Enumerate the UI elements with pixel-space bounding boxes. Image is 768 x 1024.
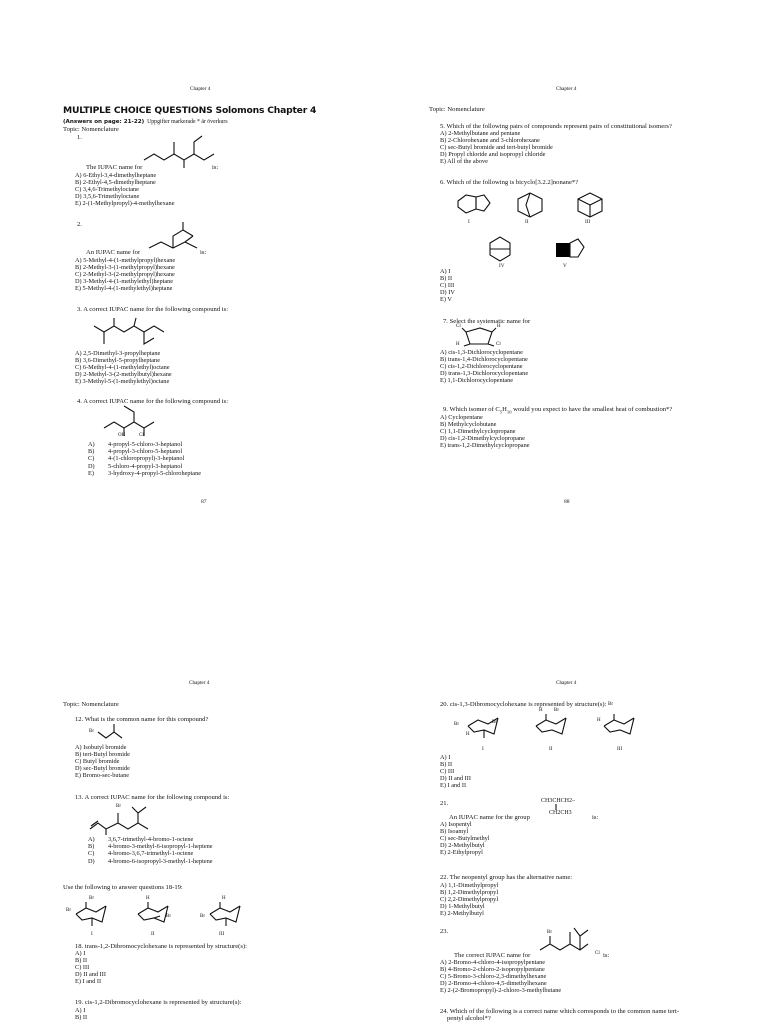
option-letter: A) [88,836,95,843]
answer-option [88,843,213,850]
answer-option: C) 2,2-Dimethylpropyl [440,896,499,904]
question-3-text: 3. A correct IUPAC name for the following compound is: [77,306,229,313]
structure-label-I: I [91,931,93,937]
option-letter: B) [88,843,95,851]
question-1-number: 1. [77,134,82,141]
question-12-options [75,744,130,779]
question-23-options [440,959,561,994]
question-2-options [75,257,175,292]
option-letter: A) [88,441,95,448]
question-21-options [440,821,490,856]
q20-I-br-2: Br [492,720,497,725]
question-4-options [88,441,201,477]
answer-option: B) 2-Methyl-3-(1-methylpropyl)hexane [75,264,175,272]
q6-label-V: V [563,263,567,269]
structure-III-br: Br [200,914,205,919]
answer-option [88,850,213,857]
answer-option: D) II and III [75,971,106,979]
q9-text-c: would you expect to have the smallest heat of combustion*? [511,406,673,413]
q20-III-h: H [597,718,601,723]
q4-skeletal-structure [100,404,170,438]
answer-option: E) 2-(1-Methylpropyl)-4-methylhexane [75,200,175,208]
q21-formula-bottom: CH2CH3 [549,810,572,816]
q20-II-h: H [539,708,543,713]
option-text: 4-(1-chloropropyl)-3-heptanol [108,455,185,463]
question-20-text: 20. cis-1,3-Dibromocyclohexane is represented by structure(s): [440,701,607,708]
answer-option: E) All of the above [440,158,488,166]
answer-option: A) 2-Methylbutane and pentane [440,130,521,137]
option-text: 4-propyl-5-chloro-3-heptanol [108,441,183,448]
answer-option: B) Isoamyl [440,828,469,836]
question-22-text: 22. The neopentyl group has the alternative name: [440,874,573,881]
answer-option: A) I [440,268,451,275]
answer-option [88,455,201,462]
answer-option: C) III [440,282,455,290]
q13-skeletal-structure [88,805,158,835]
question-20-options [440,754,471,789]
question-19-options [75,1007,87,1021]
option-text: 4-bromo-6-isopropyl-3-methyl-1-heptene [108,857,213,865]
use-following-note: Use the following to answer questions 18-19: [63,884,183,891]
answer-option: D) cis-1,2-Dimethylcyclopropane [440,435,525,443]
running-header: Chapter 4 [190,86,211,92]
answer-option: A) 1,1-Dimethylpropyl [440,882,499,889]
q20-II-br: Br [554,708,559,713]
question-1-options [75,172,175,207]
answer-option: E) trans-1,2-Dimethylcyclopropane [440,442,530,450]
answer-option: C) III [440,768,455,776]
answer-option: D) 1-Methylbutyl [440,903,485,911]
question-21-is: is: [592,814,599,821]
question-18-text: 18. trans-1,2-Dibromocyclohexane is represented by structure(s): [75,943,247,950]
subtitle-note: Uppgifter markerade * är överkurs [147,119,228,125]
answer-option: E) I and II [75,978,102,986]
answer-option: A) 5-Methyl-4-(1-methylpropyl)hexane [75,257,176,264]
structure-II-h: H [146,896,150,901]
question-2-text: An IUPAC name for [86,249,141,256]
q20-label-I: I [482,746,484,752]
answer-option [88,463,201,470]
question-23-is: is: [603,952,610,959]
question-23-number: 23. [440,928,449,935]
q20-III-br: Br [608,702,613,707]
answer-option: C) 5-Bromo-3-chloro-2,3-dimethylhexane [440,973,547,981]
answer-option: A) Isobutyl bromide [75,744,127,751]
q20-label-II: II [549,746,553,752]
q4-chlorine-label: Cl [139,433,144,438]
page-89 [0,512,384,1024]
q9-text-b: H [502,406,507,413]
answer-option: B) tert-Butyl bromide [75,751,130,759]
document-title: MULTIPLE CHOICE QUESTIONS Solomons Chapter 4 [63,105,317,116]
answer-option: B) 1,2-Dimethylpropyl [440,889,499,897]
q21-formula-top: CH3CHCH2– [541,798,576,804]
q7-cyclopentane-structure [460,326,500,348]
option-text: 4-propyl-3-chloro-5-heptanol [108,448,183,456]
answer-option: B) 2-Ethyl-4,5-dimethylheptane [75,179,156,187]
option-text: 5-chloro-4-propyl-3-heptanol [108,462,183,470]
answer-option: E) 5-Methyl-4-(1-methylethyl)heptane [75,285,173,293]
answer-option: A) Isopentyl [440,821,472,828]
answer-option: D) Propyl chloride and isopropyl chloride [440,151,546,159]
page-90 [384,512,768,1024]
answer-option: D) 3,5,6-Trimethyloctane [75,193,140,201]
q12-bromine-label: Br [89,729,94,734]
q20-chair-structures [464,712,634,742]
answer-option: B) 2-Chlorohexane and 3-chlorohexane [440,137,540,145]
question-2-number: 2. [77,221,82,228]
question-21-text: An IUPAC name for the group [449,814,530,821]
question-5-options [440,130,553,165]
answer-option: E) V [440,296,452,304]
q6-label-III: III [585,219,591,225]
answer-option: D) sec-Butyl bromide [75,765,130,773]
structure-III-h: H [222,896,226,901]
q6-label-IV: IV [499,263,505,269]
question-24-text: 24. Which of the following is a correct name which corresponds to the common name tert- [440,1008,680,1015]
answer-option: B) Methylcyclobutane [440,421,497,429]
question-13-text: 13. A correct IUPAC name for the following compound is: [75,794,230,801]
q12-skeletal-structure [96,722,126,740]
answer-option: E) 2-Ethylpropyl [440,849,483,857]
q9-sub-5: 5 [499,409,503,415]
q6-structures-row-1 [454,193,594,221]
answers-note: (Answers on page: 21-22) [63,119,145,125]
option-letter: D) [88,857,95,865]
q6-label-I: I [468,219,470,225]
topic-heading: Topic: Nomenclature [63,126,119,133]
q7-atom-cl-bottom: Cl [496,342,501,347]
answer-option: D) 3-Methyl-4-(1-methylethyl)heptane [75,278,174,286]
answer-option: D) trans-1,3-Dichlorocyclopentane [440,370,529,378]
question-18-options [75,950,106,985]
answer-option: B) trans-1,4-Dichlorocyclopentane [440,356,528,364]
q2-skeletal-structure [145,220,205,254]
answer-option: C) Butyl bromide [75,758,120,766]
question-4-text: 4. A correct IUPAC name for the following compound is: [77,398,229,405]
question-24-text-cont: pentyl alcohol*? [447,1015,491,1022]
answer-option: C) 6-Methyl-4-(1-methylethyl)octane [75,364,170,372]
q6-label-II: II [525,219,529,225]
subtitle [63,119,228,125]
answer-option: C) cis-1,2-Dichlorocyclopentane [440,363,523,371]
q9-text-a: 9. Which isomer of C [443,406,500,413]
q1-skeletal-structure [140,134,220,170]
question-13-options [88,836,213,865]
page-87 [0,0,384,512]
option-letter: B) [88,448,95,456]
structure-label-II: II [151,931,155,937]
answer-option [88,470,201,477]
q18-19-chair-structures [62,900,262,930]
option-text: 3-hydroxy-4-propyl-5-chloroheptane [108,469,202,477]
q20-I-h: H [466,732,470,737]
answer-option: D) 2-Methylbutyl [440,842,485,850]
question-19-text: 19. cis-1,2-Dibromocyclohexane is represented by structure(s): [75,999,242,1006]
answer-option: E) I and II [440,782,467,790]
answer-option: A) I [75,950,86,957]
answer-option: E) 3-Methyl-5-(1-methylethyl)octane [75,378,170,386]
question-12-text: 12. What is the common name for this compound? [75,716,209,723]
page-88 [384,0,768,512]
option-letter: E) [88,469,94,477]
option-text: 4-bromo-3,6,7-trimethyl-1-octene [108,850,194,858]
answer-option: A) I [75,1007,86,1014]
answer-option: A) 2-Bromo-4-chloro-4-isopropylpentane [440,959,546,966]
page-number: 87 [201,499,207,505]
answer-option: B) II [440,761,453,769]
answer-option: B) 4-Bromo-2-chloro-2-isopropylpentane [440,966,545,974]
q13-bromine-label: Br [116,804,121,809]
answer-option: B) II [75,1014,88,1022]
running-header: Chapter 4 [556,86,577,92]
question-5-text: 5. Which of the following pairs of compounds represent pairs of constitutional isomers? [440,123,672,130]
page-number: 88 [564,499,570,505]
option-letter: D) [88,462,95,470]
answer-option: A) Cyclopentane [440,414,483,421]
question-6-text: 6. Which of the following is bicyclo[3.2.2]nonane*? [440,179,579,186]
question-6-options [440,268,455,303]
answer-option [88,441,201,448]
running-header: Chapter 4 [189,680,210,686]
q23-chlorine-label: Cl [595,951,600,956]
answer-option: C) sec-Butyl bromide and tert-butyl bromide [440,144,553,152]
answer-option: A) 2,5-Dimethyl-3-propylheptane [75,350,161,357]
answer-option [88,448,201,455]
option-letter: C) [88,850,95,858]
answer-option: A) I [440,754,451,761]
q6-structures-row-2 [484,237,584,261]
answer-option: C) 3,4,6-Trimethyloctane [75,186,139,194]
answer-option [88,858,213,865]
question-7-options [440,349,528,384]
running-header: Chapter 4 [556,680,577,686]
question-3-options [75,350,172,385]
q7-atom-h-top: H [497,324,501,329]
answer-option: B) II [75,957,88,965]
structure-label-III: III [219,931,225,937]
question-1-is: is: [212,164,219,171]
q7-atom-cl-top: Cl [456,324,461,329]
question-2-is: is: [200,249,207,256]
answer-option: E) 1,1-Dichlorocyclopentane [440,377,514,385]
q4-hydroxyl-label: OH [118,433,126,438]
question-22-options [440,882,498,917]
answer-option: C) sec-Butylmethyl [440,835,490,843]
q7-atom-h-bottom: H [456,342,460,347]
option-letter: C) [88,455,95,463]
structure-I-br-2: Br [89,896,94,901]
q3-skeletal-structure [90,314,180,348]
answer-option: D) IV [440,289,455,297]
q9-sub-10: 10 [506,409,512,415]
answer-option: D) II and III [440,775,471,783]
question-9-options [440,414,530,449]
answer-option: A) 6-Ethyl-3,4-dimethylheptane [75,172,157,179]
q23-skeletal-structure [534,924,594,954]
question-21-number: 21. [440,800,449,807]
answer-option: D) 2-Methyl-3-(2-methylbutyl)hexane [75,371,172,379]
q20-I-br-1: Br [454,722,459,727]
question-23-text: The correct IUPAC name for [454,952,531,959]
topic-heading: Topic: Nomenclature [429,106,485,113]
answer-option: B) II [440,275,453,283]
answer-option: C) 2-Methyl-3-(2-methylpropyl)hexane [75,271,175,279]
question-7-text: 7. Select the systematic name for [443,318,531,325]
question-1-text: The IUPAC name for [86,164,143,171]
answer-option: E) Bromo-sec-butane [75,772,130,780]
topic-heading: Topic: Nomenclature [63,701,119,708]
answer-option: E) 2-(2-Bromopropyl)-2-chloro-3-methylbutane [440,987,562,995]
answer-option: C) 1,1-Dimethylcyclopropane [440,428,516,436]
answer-option: B) 3,6-Dimethyl-5-propylheptane [75,357,160,365]
structure-II-br: Br [166,914,171,919]
answer-option [88,836,213,843]
answer-option: C) III [75,964,90,972]
option-text: 4-bromo-3-methyl-6-isopropyl-1-heptene [108,843,213,851]
q20-label-III: III [617,746,623,752]
structure-I-br-1: Br [66,908,71,913]
q23-bromine-label: Br [547,930,552,935]
answer-option: E) 2-Methylbutyl [440,910,484,918]
answer-option: A) cis-1,3-Dichlorocyclopentane [440,349,523,356]
option-text: 3,6,7-trimethyl-4-bromo-1-octene [108,836,194,843]
answer-option: D) 2-Bromo-4-chloro-4,5-dimethylhexane [440,980,547,988]
